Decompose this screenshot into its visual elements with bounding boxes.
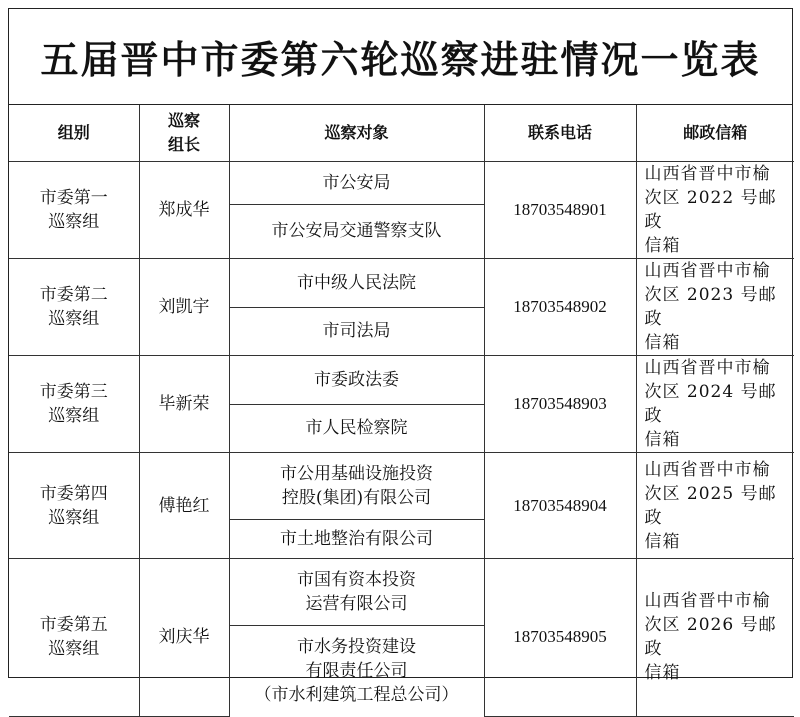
mailbox-line: 信箱 xyxy=(644,333,681,353)
mailbox-line: 次区 2024 号邮政 xyxy=(644,382,777,426)
mailbox-cell xyxy=(636,356,794,453)
table-row xyxy=(9,162,794,205)
mailbox-line: 次区 2025 号邮政 xyxy=(644,483,777,528)
target-cell xyxy=(229,453,484,520)
group-name-line: 市委第三 xyxy=(39,382,108,402)
target-cell xyxy=(229,559,484,626)
group-name-line: 巡察组 xyxy=(48,507,100,528)
group-name-line: 巡察组 xyxy=(48,212,100,232)
header-leader-line2: 组长 xyxy=(167,135,200,154)
target-cell: 市司法局 xyxy=(229,307,484,356)
table-row xyxy=(9,259,794,308)
mailbox-line: 次区 2026 号邮政 xyxy=(644,615,777,660)
target-line: （市水利建筑工程总公司） xyxy=(254,685,459,705)
mailbox-line: 山西省晋中市榆 xyxy=(644,591,771,612)
group-name-line: 巡察组 xyxy=(48,309,100,329)
target-cell: 市土地整治有限公司 xyxy=(229,520,484,559)
group-name-cell xyxy=(9,559,139,717)
inspection-table xyxy=(9,105,794,717)
mailbox-line: 山西省晋中市榆 xyxy=(644,164,771,184)
leader-cell: 刘凯宇 xyxy=(139,259,229,356)
mailbox-line: 信箱 xyxy=(644,430,681,450)
leader-cell: 傅艳红 xyxy=(139,453,229,559)
target-line: 市公用基础设施投资 xyxy=(280,464,433,484)
table-row xyxy=(9,559,794,626)
phone-cell: 18703548901 xyxy=(484,162,636,259)
header-group: 组别 xyxy=(9,105,139,162)
header-mailbox: 邮政信箱 xyxy=(636,105,794,162)
phone-cell: 18703548904 xyxy=(484,453,636,559)
group-name-line: 巡察组 xyxy=(48,639,100,660)
phone-cell: 18703548903 xyxy=(484,356,636,453)
phone-cell: 18703548905 xyxy=(484,559,636,717)
target-cell: 市委政法委 xyxy=(229,356,484,405)
mailbox-line: 山西省晋中市榆 xyxy=(644,261,771,281)
target-line: 有限责任公司 xyxy=(305,661,408,681)
mailbox-cell xyxy=(636,453,794,559)
mailbox-cell xyxy=(636,559,794,717)
mailbox-line: 山西省晋中市榆 xyxy=(644,358,771,378)
group-name-line: 市委第二 xyxy=(39,285,108,305)
table-row xyxy=(9,453,794,520)
target-line: 市水务投资建设 xyxy=(297,637,416,657)
table-row xyxy=(9,356,794,405)
target-line: 运营有限公司 xyxy=(305,594,408,614)
inspection-table-sheet xyxy=(8,8,793,705)
target-cell: 市公安局 xyxy=(229,162,484,205)
mailbox-line: 次区 2022 号邮政 xyxy=(644,188,777,232)
leader-cell: 毕新荣 xyxy=(139,356,229,453)
target-line: 控股(集团)有限公司 xyxy=(281,488,432,508)
group-name-cell xyxy=(9,453,139,559)
target-cell: 市中级人民法院 xyxy=(229,259,484,308)
mailbox-line: 信箱 xyxy=(644,531,681,552)
group-name-line: 市委第一 xyxy=(39,188,108,208)
header-target: 巡察对象 xyxy=(229,105,484,162)
mailbox-cell xyxy=(636,259,794,356)
header-row xyxy=(9,105,794,162)
leader-cell: 刘庆华 xyxy=(139,559,229,717)
group-name-cell xyxy=(9,259,139,356)
mailbox-line: 信箱 xyxy=(644,663,681,684)
target-line: 市国有资本投资 xyxy=(297,570,416,590)
group-name-line: 市委第四 xyxy=(39,483,108,504)
group-name-line: 市委第五 xyxy=(39,615,108,636)
leader-cell: 郑成华 xyxy=(139,162,229,259)
group-name-cell xyxy=(9,356,139,453)
mailbox-cell xyxy=(636,162,794,259)
target-cell xyxy=(229,626,484,717)
header-leader xyxy=(139,105,229,162)
group-name-line: 巡察组 xyxy=(48,406,100,426)
phone-cell: 18703548902 xyxy=(484,259,636,356)
group-name-cell xyxy=(9,162,139,259)
header-phone: 联系电话 xyxy=(484,105,636,162)
mailbox-line: 山西省晋中市榆 xyxy=(644,459,771,480)
target-cell: 市公安局交通警察支队 xyxy=(229,204,484,258)
mailbox-line: 次区 2023 号邮政 xyxy=(644,285,777,329)
header-leader-line1: 巡察 xyxy=(167,111,200,130)
page-title: 五届晋中市委第六轮巡察进驻情况一览表 xyxy=(9,9,792,105)
mailbox-line: 信箱 xyxy=(644,236,681,256)
target-cell: 市人民检察院 xyxy=(229,404,484,453)
